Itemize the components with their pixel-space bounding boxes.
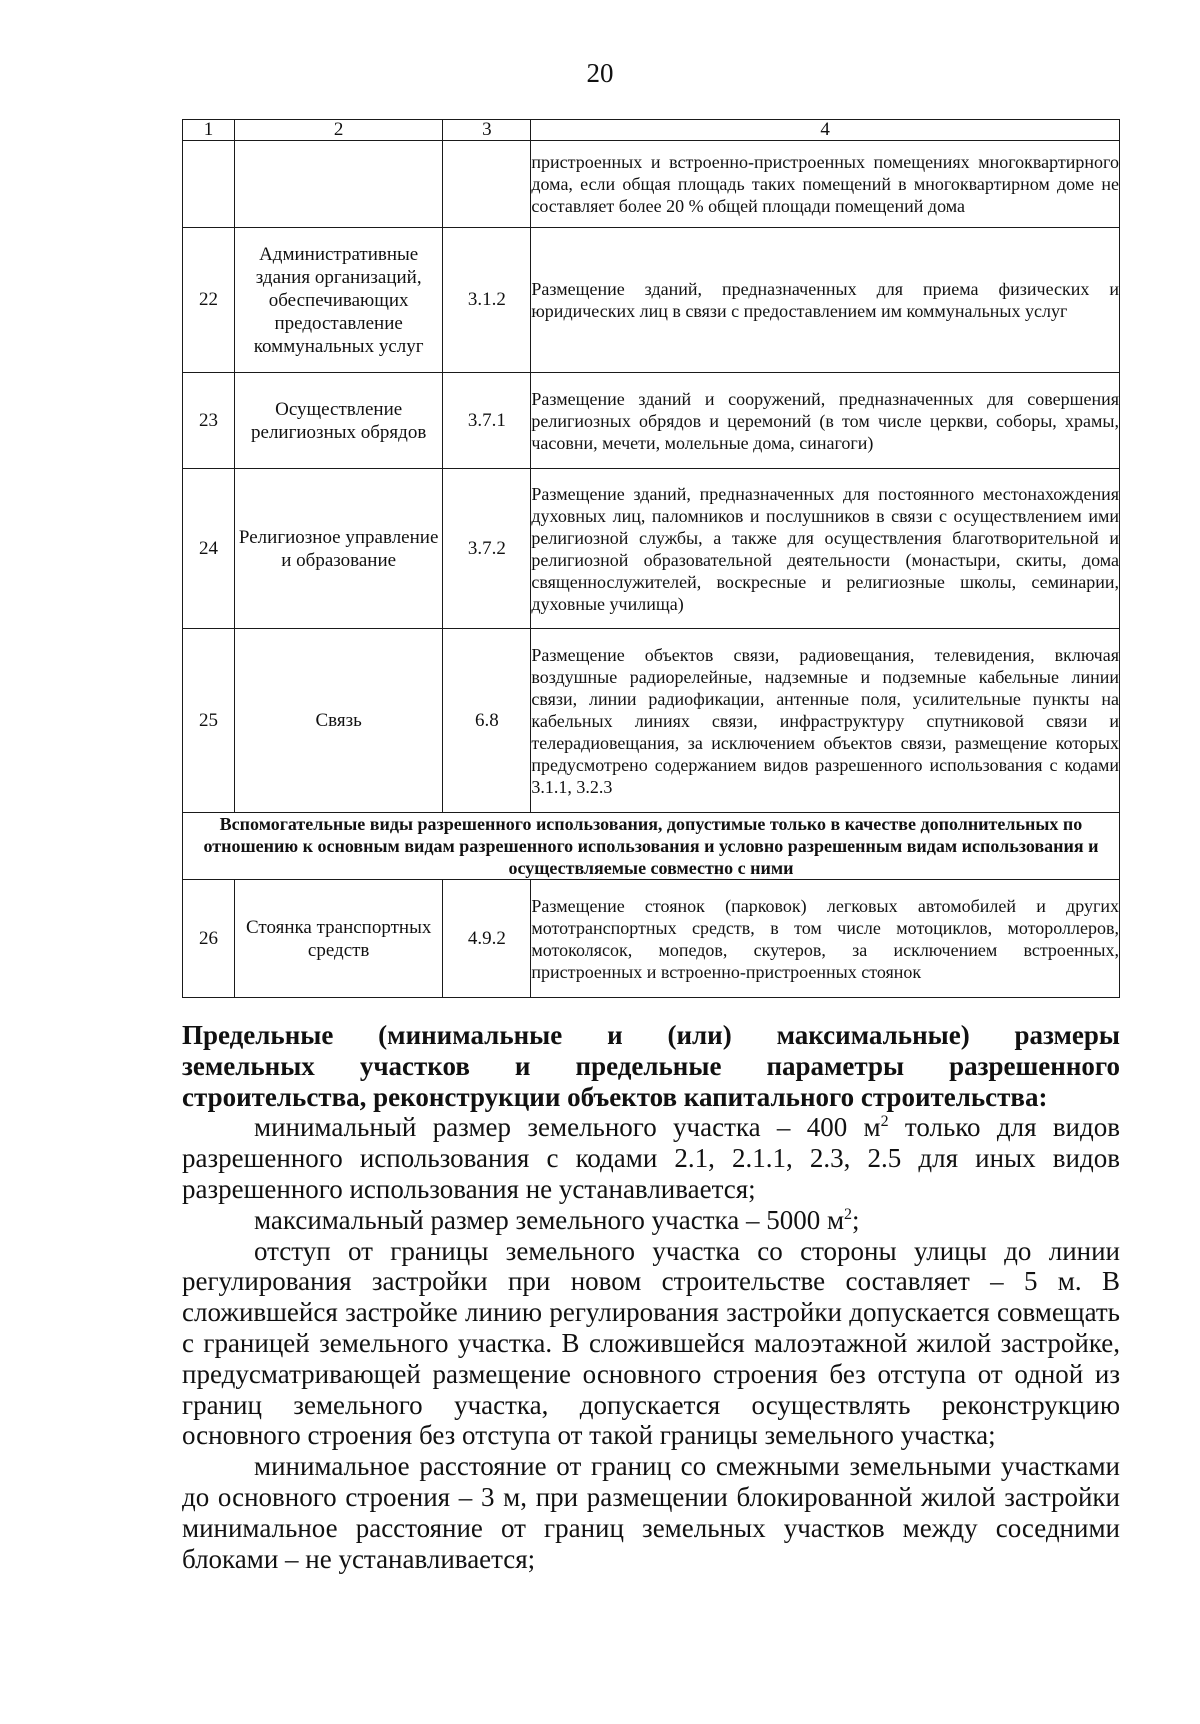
use-type-code: 3.1.2: [443, 228, 531, 373]
use-type-description: Размещение объектов связи, радиовещания, телевидения, включая воздушные радиорелейные, надземные и подземные кабельные линии связи, линии радиофикации, антенные поля, усилительные пункты на кабельных линиях связи, инфраструктуру спутниковой связи и телерадиовещания, за исключением объектов связи, размещение которых предусмотрено содержанием видов разрешенного использования с кодами 3.1.1, 3.2.3: [531, 629, 1120, 813]
superscript: 2: [880, 1113, 889, 1131]
use-type-name: Стоянка транспортных средств: [235, 880, 443, 998]
use-type-description: пристроенных и встроенно-пристроенных помещениях многоквартирного дома, если общая площадь таких помещений в многоквартирном доме не составляет более 20 % общей площади помещений дома: [531, 141, 1120, 228]
table-header-row: [183, 120, 1120, 141]
section-heading: [182, 1020, 1120, 1112]
use-type-description: Размещение зданий и сооружений, предназначенных для совершения религиозных обрядов и церемоний (в том числе церкви, соборы, храмы, часовни, мечети, молельные дома, синагоги): [531, 373, 1120, 469]
use-type-description: Размещение стоянок (парковок) легковых автомобилей и других мототранспортных средств, в том числе мотоциклов, мотороллеров, мотоколясок, мопедов, скутеров, за исключением встроенных, пристроенных и встроенно-пристроенных стоянок: [531, 880, 1120, 998]
table-row: [183, 469, 1120, 629]
text-span: минимальный размер земельного участка – 400 м: [254, 1112, 881, 1143]
row-number: [183, 141, 235, 228]
heading-line: строительства, реконструкции объектов капитального строительства:: [182, 1081, 1048, 1112]
table-row: [183, 141, 1120, 228]
paragraph-min-size: [182, 1112, 1120, 1204]
section-header-row: [183, 813, 1120, 880]
table-row: [183, 629, 1120, 813]
page-number: 20: [586, 58, 614, 88]
header-cell: 1: [183, 120, 235, 141]
heading-line: Предельные (минимальные и (или) максимальные) размеры: [182, 1020, 1120, 1050]
use-type-name: Связь: [235, 629, 443, 813]
header-cell: 3: [443, 120, 531, 141]
table-row: [183, 373, 1120, 469]
text-span: максимальный размер земельного участка – 5000 м: [254, 1204, 845, 1235]
heading-line: земельных участков и предельные параметры разрешенного: [182, 1050, 1120, 1081]
paragraph-setback: отступ от границы земельного участка со стороны улицы до линии регулирования застройки при новом строительстве составляет – 5 м. В сложившейся застройке линию регулирования застройки допускается совмещать с границей земельного участка. В сложившейся малоэтажной жилой застройке, предусматривающей размещение основного строения без отступа от одной из границ земельного участка, допускается осуществлять реконструкцию основного строения без отступа от такой границы земельного участка;: [182, 1235, 1120, 1451]
use-type-name: Административные здания организаций, обеспечивающих предоставление коммунальных услуг: [235, 228, 443, 373]
use-type-name: Религиозное управление и образование: [235, 469, 443, 629]
body-text: [182, 1020, 1120, 1574]
use-type-code: 3.7.2: [443, 469, 531, 629]
use-type-code: 3.7.1: [443, 373, 531, 469]
row-number: 25: [183, 629, 235, 813]
superscript: 2: [844, 1205, 853, 1223]
header-cell: 2: [235, 120, 443, 141]
use-type-description: Размещение зданий, предназначенных для приема физических и юридических лиц в связи с предоставлением им коммунальных услуг: [531, 228, 1120, 373]
text-span: ;: [852, 1204, 860, 1235]
use-type-code: 6.8: [443, 629, 531, 813]
row-number: 23: [183, 373, 235, 469]
paragraph-min-distance: минимальное расстояние от границ со смежными земельными участками до основного строения – 3 м, при размещении блокированной жилой застройки минимальное расстояние от границ земельных участков между соседними блоками – не устанавливается;: [182, 1451, 1120, 1574]
table-row: [183, 880, 1120, 998]
use-type-name: Осуществление религиозных обрядов: [235, 373, 443, 469]
use-type-code: [443, 141, 531, 228]
paragraph-max-size: [182, 1205, 1120, 1236]
row-number: 26: [183, 880, 235, 998]
table-row: [183, 228, 1120, 373]
section-title: Вспомогательные виды разрешенного использования, допустимые только в качестве дополнительных по отношению к основным видам разрешенного использования и условно разрешенным видам использования и осуществляемые совместно с ними: [183, 813, 1120, 880]
use-type-code: 4.9.2: [443, 880, 531, 998]
row-number: 24: [183, 469, 235, 629]
header-cell: 4: [531, 120, 1120, 141]
row-number: 22: [183, 228, 235, 373]
use-type-name: [235, 141, 443, 228]
land-use-table: [182, 119, 1120, 998]
text-span: только для видов разрешенного использования с кодами 2.1, 2.1.1, 2.3, 2.5 для иных видов разрешенного использования не устанавливается;: [182, 1112, 1120, 1204]
use-type-description: Размещение зданий, предназначенных для постоянного местонахождения духовных лиц, паломников и послушников в связи с осуществлением ими религиозной службы, а также для осуществления благотворительной и религиозной образовательной деятельности (монастыри, скиты, дома священнослужителей, воскресные и религиозные школы, семинарии, духовные училища): [531, 469, 1120, 629]
